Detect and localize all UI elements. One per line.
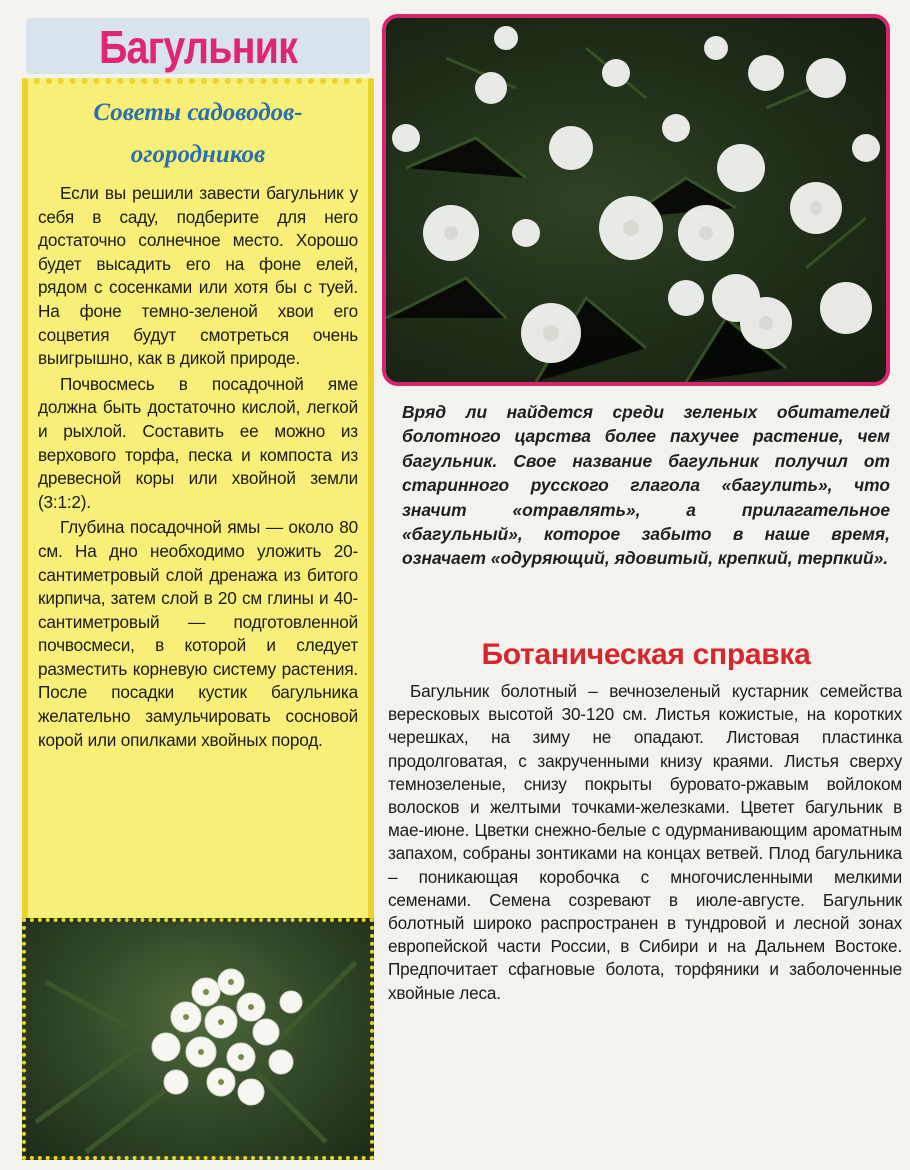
- main-flower-photo: [382, 14, 890, 386]
- photo-caption: Вряд ли найдется среди зеленых обитателей болотного царства более пахучее растение, чем багульник. Свое название багульник получил от старинного русского глагола «багулить», что значит «отравлять», а прилагательное «багульный», которое забыто в наше время, означает «одуряющий, ядовитый, крепкий, терпкий».: [402, 402, 890, 569]
- tips-body: [38, 182, 358, 754]
- botany-paragraph: Багульник болотный – вечнозеленый кустарник семейства вересковых высотой 30-120 см. Листья кожистые, на коротких черешках, на зиму не опадают. Листовая пластинка продолговатая, с закрученными книзу краями. Листья сверху темнозеленые, снизу покрыты буровато-ржавым войлоком волосков и желтыми точками-железками. Цветет багульник в мае-июне. Цветки снежно-белые с одурманивающим ароматным запахом, собраны зонтиками на концах ветвей. Плод багульника – поникающая коробочка с многочисленными мелкими семенами. Семена созревают в июле-августе. Багульник болотный широко распространен в тундровой и лесной зонах европейской части России, в Сибири и на Дальнем Востоке. Предпочитает сфагновые болота, торфяники и заболоченные хвойные леса.: [388, 681, 902, 1003]
- tips-heading: [34, 92, 362, 176]
- gardening-tips-box: [22, 78, 374, 918]
- title-banner: [26, 18, 370, 74]
- tips-paragraph: Почвосмесь в посадочной яме должна быть достаточно кислой, легкой и рыхлой. Составить ее можно из верхового торфа, песка и компоста из древесной коры или хвойной земли (3:1:2).: [38, 373, 358, 512]
- tips-paragraph: Если вы решили завести багульник у себя в саду, подберите для него достаточно солнечное место. Хорошо будет высадить его на фоне елей, рядом с сосенками или хотя бы с туей. На фоне темно-зеленой хвои его соцветия будут смотреться очень выигрышно, как в дикой природе.: [38, 183, 358, 369]
- bottom-flower-photo: [22, 918, 374, 1160]
- tips-paragraph: Глубина посадочной ямы — около 80 см. На дно необходимо уложить 20-сантиметровый слой дренажа из битого кирпича, затем слой в 20 см глины и 40-сантиметровый — подготовленной почвосмеси, в которой и следует разместить корневую систему растения. После посадки кустик багульника желательно замульчировать сосновой корой или опилками хвойных пород.: [38, 517, 358, 750]
- ledum-bushes-image: [386, 18, 886, 382]
- botany-text: [388, 680, 902, 1005]
- page-title: Багульник: [98, 21, 298, 73]
- tips-heading-line-2: огородников: [130, 141, 266, 168]
- closeup-flowers-image: [26, 922, 370, 1156]
- botany-heading: Ботаническая справка: [481, 638, 811, 671]
- tips-heading-line-1: Советы садоводов-: [93, 99, 303, 126]
